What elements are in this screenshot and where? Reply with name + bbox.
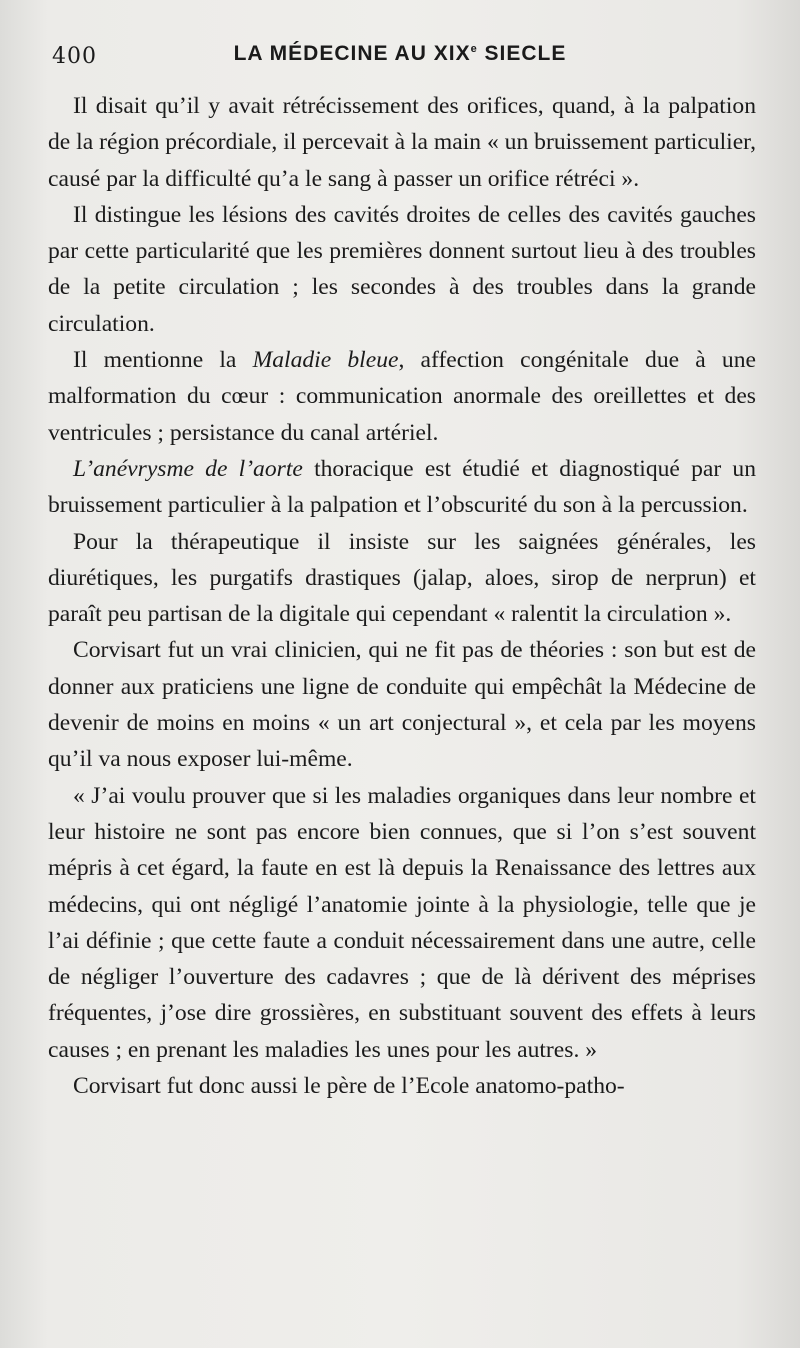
paragraph-italic-term: Maladie bleue: [252, 347, 399, 374]
paragraph: Pour la thérapeutique il insiste sur les saignées générales, les diurétiques, les purgatifs drastiques (jalap, aloes, sirop de nerprun) et paraît peu partisan de la digitale qui cependant « ralentit la circulation ».: [48, 528, 756, 628]
paragraph: « J’ai voulu prouver que si les maladies organiques dans leur nombre et leur histoire ne sont pas encore bien connues, que si l’on s’est souvent mépris à cet égard, la faute en est là depuis la Renaissance des lettres aux médecins, qui ont négligé l’anatomie jointe à la physiologie, telle que je l’ai définie ; que cette faute a conduit nécessairement dans une autre, celle de négliger l’ouverture des cadavres ; que de là dérivent des méprises fréquentes, j’ose dire grossières, en substituant souvent des effets à leurs causes ; en prenant les maladies les unes pour les autres. »: [48, 782, 756, 1063]
running-title: [48, 42, 752, 66]
running-title-end: SIECLE: [477, 42, 567, 65]
paragraph-italic-term: L’anévrysme de l’aorte: [73, 455, 303, 482]
running-title-main: LA MÉDECINE AU XIX: [233, 42, 471, 65]
paragraph: Il distingue les lésions des cavités droites de celles des cavités gauches par cette particularité que les premières donnent surtout lieu à des troubles de la petite circulation ; les secondes à des troubles dans la grande circulation.: [48, 201, 756, 337]
body-text: [48, 88, 756, 1104]
page-header: [48, 38, 752, 74]
paragraph: Corvisart fut un vrai clinicien, qui ne fit pas de théories : son but est de donner aux praticiens une ligne de conduite qui empêchât la Médecine de devenir de moins en moins « un art conjectural », et cela par les moyens qu’il va nous exposer lui-même.: [48, 637, 756, 773]
paragraph: Il disait qu’il y avait rétrécissement des orifices, quand, à la palpation de la région précordiale, il percevait à la main « un bruissement particulier, causé par la difficulté qu’a le sang à passer un orifice rétréci ».: [48, 93, 756, 192]
paragraph-text: , affection congénitale due à une malformation du cœur : communication anormale des oreillettes et des ventricules ; persistance du canal artériel.: [48, 347, 756, 446]
paragraph: [48, 342, 756, 451]
paragraph-text: thoracique est étudié et diagnostiqué par un bruissement particulier à la palpation et l’obscurité du son à la percussion.: [48, 455, 756, 519]
running-title-superscript: e: [470, 43, 478, 55]
paragraph: Corvisart fut donc aussi le père de l’Ecole anatomo-patho-: [73, 1073, 625, 1100]
page-number: 400: [52, 44, 97, 69]
paragraph: [48, 451, 756, 524]
paragraph-text: Il mentionne la: [73, 347, 253, 374]
